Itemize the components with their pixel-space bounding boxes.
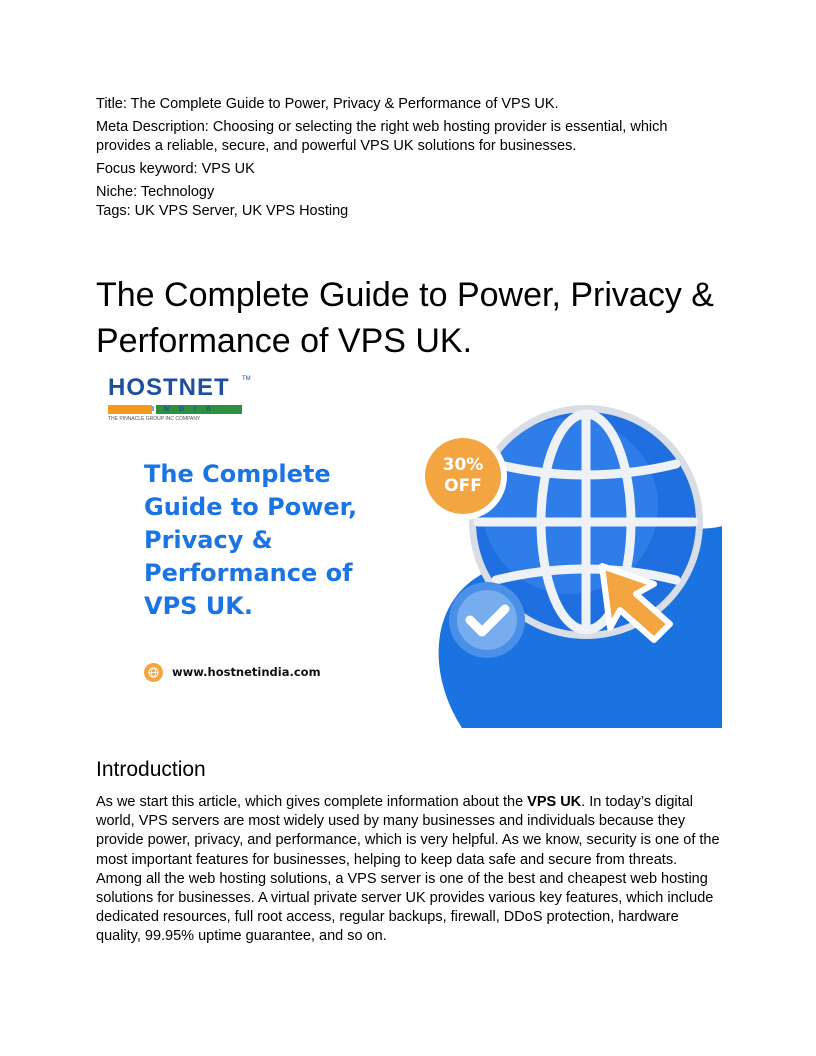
section-heading-introduction: Introduction [96, 758, 206, 781]
banner-url-text: www.hostnetindia.com [172, 665, 321, 679]
banner-illustration [392, 366, 722, 728]
hostnet-logo [108, 374, 251, 430]
intro-keyword: VPS UK [527, 794, 582, 810]
meta-description: Meta Description: Choosing or selecting the right web hosting provider is essential, which provides a reliable, secure, and powerful VPS UK solutions for businesses. [96, 119, 668, 154]
intro-text-after: . In today’s digital world, VPS servers are most widely used by many businesses and individuals because they provide power, privacy, and performance, which is very helpful. As we know, security is one of the most important features for businesses, helping to keep data safe and secure from threats. Among all the web hosting solutions, a VPS server is one of the best and cheapest web hosting solutions for businesses. A virtual private server UK provides various key features, which include dedicated resources, full root access, regular backups, firewall, DDoS protection, hardware quality, 99.95% uptime guarantee, and so on. [96, 794, 720, 945]
intro-text-before: As we start this article, which gives complete information about the [96, 794, 528, 810]
document-metadata [96, 95, 726, 225]
logo-wordmark: HOSTNET [108, 374, 230, 401]
banner-heading: The Complete Guide to Power, Privacy & Performance of VPS UK. [144, 460, 358, 620]
banner-url [144, 662, 321, 682]
meta-niche: Niche: Technology [96, 184, 215, 200]
logo-subtext: INDIA [152, 406, 222, 413]
checkmark-icon [449, 582, 525, 658]
page-title: The Complete Guide to Power, Privacy & Performance of VPS UK. [96, 276, 714, 360]
discount-word: OFF [444, 476, 482, 496]
meta-focus-keyword: Focus keyword: VPS UK [96, 161, 255, 177]
web-globe-small-icon [144, 663, 163, 682]
discount-percent: 30% [442, 455, 484, 475]
meta-tags: Tags: UK VPS Server, UK VPS Hosting [96, 203, 349, 219]
logo-tagline: THE PINNACLE GROUP INC COMPANY [108, 416, 201, 422]
hero-banner-image [96, 366, 722, 728]
logo-trademark: TM [242, 376, 251, 382]
discount-badge [419, 432, 507, 520]
meta-title: Title: The Complete Guide to Power, Privacy & Performance of VPS UK. [96, 96, 559, 112]
introduction-paragraph [96, 793, 724, 947]
